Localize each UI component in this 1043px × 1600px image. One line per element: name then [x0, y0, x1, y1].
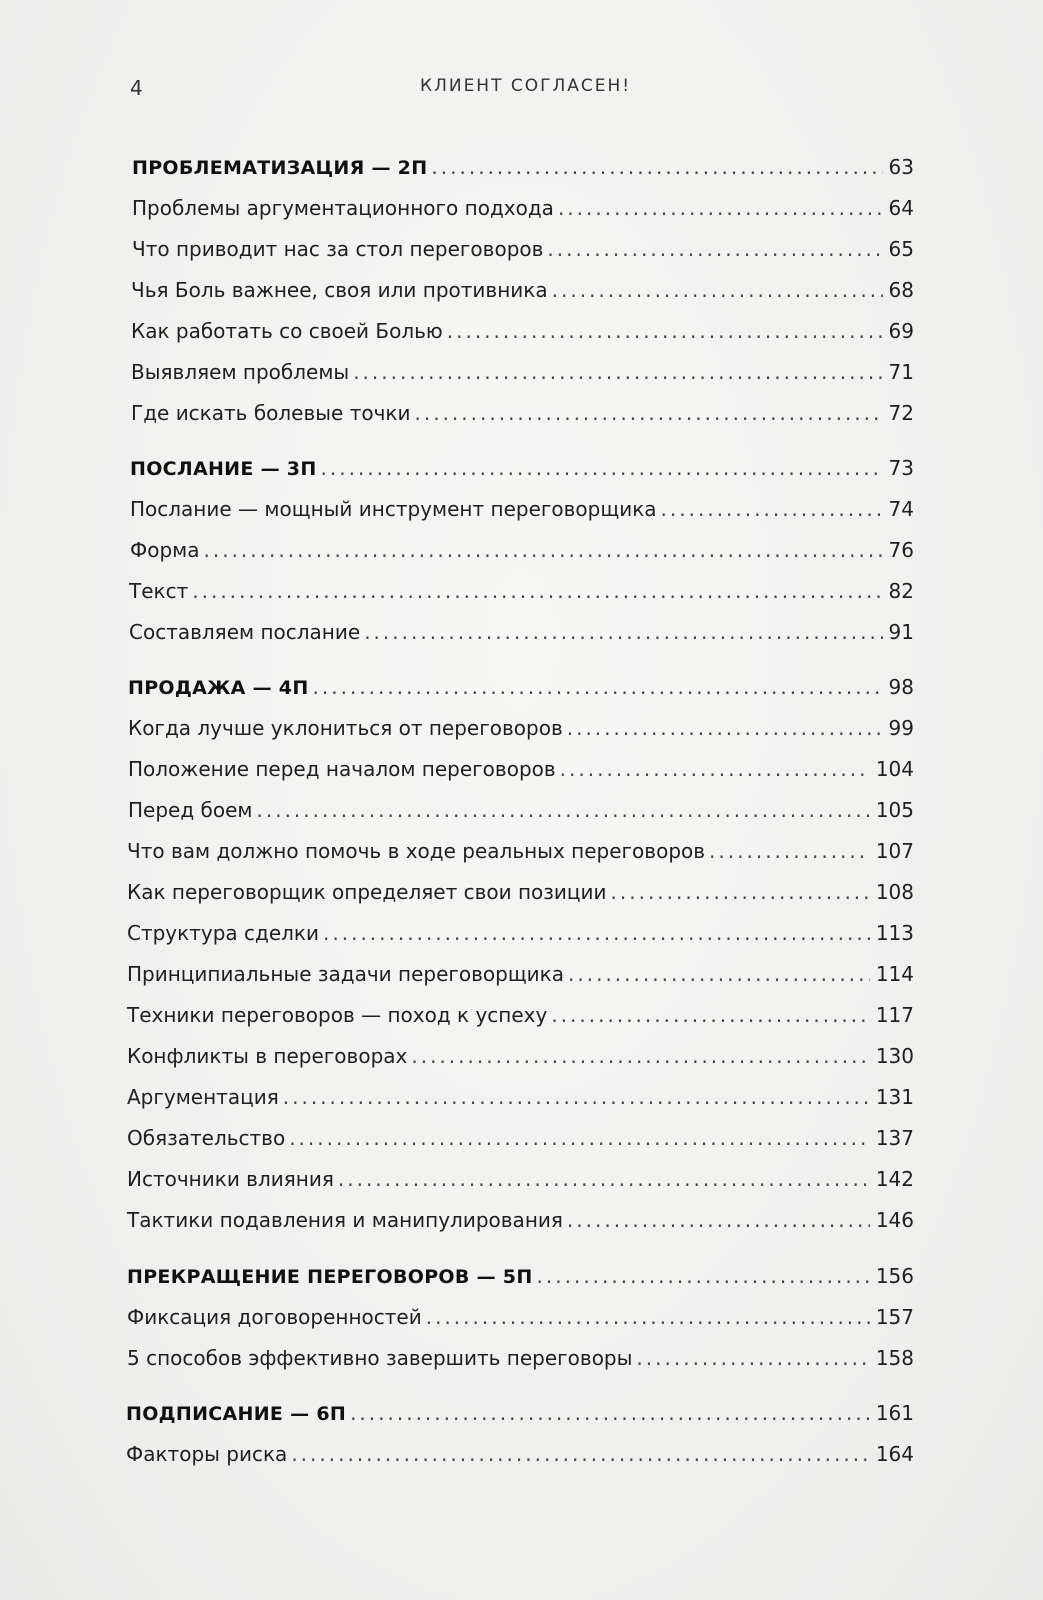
leader-dots: [426, 1302, 870, 1332]
leader-dots: [636, 1343, 869, 1373]
leader-dots: [547, 234, 882, 264]
leader-dots: [558, 193, 883, 223]
leader-dots: [338, 1164, 870, 1194]
toc-entry: [127, 918, 914, 948]
toc-entry-title: ПРОДАЖА — 4П: [128, 677, 309, 699]
toc-entry-page: 99: [888, 716, 914, 740]
toc-entry-page: 82: [888, 579, 914, 603]
toc-entry-page: 142: [875, 1167, 914, 1191]
toc-entry: [132, 234, 914, 264]
toc-entry-page: 65: [888, 237, 914, 261]
leader-dots: [289, 1123, 870, 1153]
toc-entry-title: Проблемы аргументационного подхода: [132, 196, 554, 220]
toc-entry-page: 72: [888, 401, 914, 425]
toc-entry-page: 146: [875, 1208, 914, 1232]
toc-entry-title: Выявляем проблемы: [131, 360, 350, 384]
toc-entry-title: Принципиальные задачи переговорщика: [127, 962, 565, 986]
toc-entry-page: 164: [875, 1442, 914, 1466]
leader-dots: [568, 959, 870, 989]
toc-entry-title: Составляем послание: [129, 620, 361, 644]
toc-entry: [127, 1082, 914, 1112]
leader-dots: [567, 713, 883, 743]
toc-entry-page: 108: [875, 880, 914, 904]
toc-entry: [127, 1123, 914, 1153]
leader-dots: [411, 1041, 869, 1071]
toc-entry-title: Обязательство: [127, 1126, 286, 1150]
toc-entry: [127, 1164, 914, 1194]
leader-dots: [611, 877, 870, 907]
toc-entry-title: Тактики подавления и манипулирования: [127, 1208, 563, 1232]
toc-entry-page: 158: [875, 1346, 914, 1370]
leader-dots: [257, 795, 870, 825]
leader-dots: [709, 836, 870, 866]
toc-heading: [126, 1398, 914, 1428]
toc-entry-page: 71: [888, 360, 914, 384]
toc-entry: [130, 494, 914, 524]
toc-entry: [131, 357, 914, 387]
toc-entry-title: Аргументация: [127, 1085, 279, 1109]
toc-entry: [128, 754, 914, 784]
toc-entry-title: Когда лучше уклониться от переговоров: [128, 716, 563, 740]
toc-entry-title: Послание — мощный инструмент переговорщика: [130, 497, 657, 521]
toc-entry-title: 5 способов эффективно завершить переговоры: [127, 1346, 633, 1370]
running-title: КЛИЕНТ СОГЛАСЕН!: [420, 76, 632, 96]
toc-entry: [127, 1302, 914, 1332]
leader-dots: [204, 535, 883, 565]
toc-entry-title: ПРЕКРАЩЕНИЕ ПЕРЕГОВОРОВ — 5П: [127, 1266, 533, 1288]
toc-entry-title: Что приводит нас за стол переговоров: [132, 237, 544, 261]
toc-entry-title: Фиксация договоренностей: [127, 1305, 422, 1329]
toc-entry-page: 156: [875, 1264, 914, 1288]
toc-entry-page: 76: [888, 538, 914, 562]
toc-entry-title: Где искать болевые точки: [131, 401, 411, 425]
toc-entry-page: 68: [888, 278, 914, 302]
toc-entry-title: Положение перед началом переговоров: [128, 757, 556, 781]
toc-heading: [128, 672, 914, 702]
leader-dots: [283, 1082, 870, 1112]
toc-entry-page: 117: [875, 1003, 914, 1027]
toc-entry-page: 104: [875, 757, 914, 781]
toc-entry-page: 157: [875, 1305, 914, 1329]
toc-entry-page: 69: [888, 319, 914, 343]
leader-dots: [552, 275, 883, 305]
leader-dots: [350, 1398, 870, 1428]
leader-dots: [192, 576, 882, 606]
leader-dots: [567, 1205, 870, 1235]
leader-dots: [661, 494, 883, 524]
toc-heading: [132, 152, 914, 182]
toc-entry: [131, 275, 914, 305]
toc-entry: [127, 959, 914, 989]
toc-entry: [127, 1041, 914, 1071]
toc-entry-page: 63: [888, 155, 914, 179]
toc-entry: [127, 836, 914, 866]
leader-dots: [291, 1439, 870, 1469]
toc-entry-page: 105: [875, 798, 914, 822]
toc-entry-title: ПРОБЛЕМАТИЗАЦИЯ — 2П: [132, 157, 428, 179]
toc-entry: [131, 398, 914, 428]
toc-heading: [130, 453, 914, 483]
toc-entry-title: Перед боем: [128, 798, 253, 822]
toc-entry: [132, 193, 914, 223]
toc-entry-page: 64: [888, 196, 914, 220]
toc-entry: [127, 1343, 914, 1373]
toc-entry: [131, 316, 914, 346]
toc-entry-page: 113: [875, 921, 914, 945]
toc-entry: [129, 576, 914, 606]
toc-entry-title: ПОДПИСАНИЕ — 6П: [126, 1403, 347, 1425]
toc-entry-title: Текст: [129, 579, 189, 603]
toc-entry-page: 98: [888, 675, 914, 699]
toc-entry-title: Чья Боль важнее, своя или противника: [131, 278, 548, 302]
toc-entry-page: 130: [875, 1044, 914, 1068]
toc-entry-title: Как работать со своей Болью: [131, 319, 443, 343]
toc-entry-page: 137: [875, 1126, 914, 1150]
toc-entry: [130, 535, 914, 565]
toc-entry-page: 161: [875, 1401, 914, 1425]
toc-entry-title: Форма: [130, 538, 200, 562]
toc-entry: [127, 1000, 914, 1030]
toc-entry-page: 91: [888, 620, 914, 644]
toc-entry-title: Что вам должно помочь в ходе реальных переговоров: [127, 839, 706, 863]
toc-entry: [128, 713, 914, 743]
toc-entry-title: Факторы риска: [126, 1442, 288, 1466]
toc-entry: [128, 795, 914, 825]
leader-dots: [431, 152, 882, 182]
toc-entry: [126, 1439, 914, 1469]
toc-entry-title: Структура сделки: [127, 921, 320, 945]
leader-dots: [313, 672, 883, 702]
toc-entry-title: Техники переговоров — поход к успеху: [127, 1003, 548, 1027]
toc-entry-page: 73: [888, 456, 914, 480]
toc-entry-title: Как переговорщик определяет свои позиции: [127, 880, 607, 904]
leader-dots: [364, 617, 882, 647]
toc-entry-title: ПОСЛАНИЕ — 3П: [130, 458, 317, 480]
leader-dots: [415, 398, 883, 428]
leader-dots: [321, 453, 883, 483]
toc-entry: [129, 617, 914, 647]
toc-entry-page: 74: [888, 497, 914, 521]
toc-entry: [127, 1205, 914, 1235]
leader-dots: [447, 316, 883, 346]
page-header: [130, 76, 930, 106]
toc-entry-page: 131: [875, 1085, 914, 1109]
toc-entry-page: 114: [875, 962, 914, 986]
leader-dots: [323, 918, 870, 948]
leader-dots: [537, 1261, 870, 1291]
leader-dots: [551, 1000, 869, 1030]
leader-dots: [353, 357, 882, 387]
toc-entry: [127, 877, 914, 907]
toc-entry-page: 107: [875, 839, 914, 863]
leader-dots: [560, 754, 870, 784]
page-number: 4: [130, 76, 143, 100]
toc-entry-title: Конфликты в переговорах: [127, 1044, 408, 1068]
toc-heading: [127, 1261, 914, 1291]
toc-entry-title: Источники влияния: [127, 1167, 334, 1191]
